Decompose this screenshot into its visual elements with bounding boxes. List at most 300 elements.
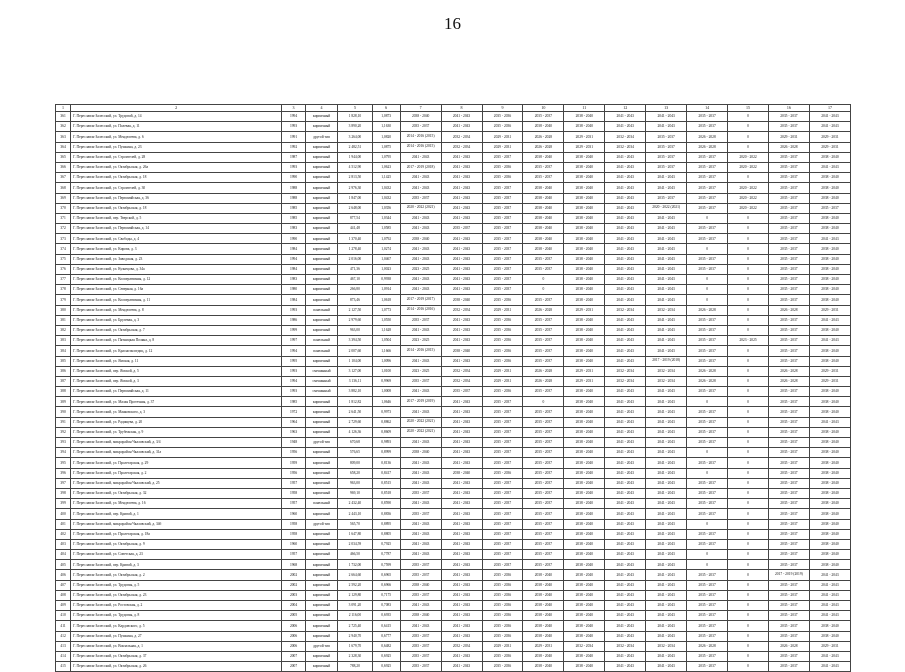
table-cell: 2035 - 2037 [687,438,728,448]
column-header: 6 [372,105,400,112]
table-cell: 2035 - 2037 [768,560,809,570]
table-cell: 2032 - 2034 [441,305,482,315]
table-cell: 2038 - 2040 [441,346,482,356]
table-cell: 410 [56,611,71,621]
table-cell: 2041 - 2043 [646,539,687,549]
table-cell: 2041 - 2043 [605,112,646,122]
table-cell: 378 [56,285,71,295]
table-row [56,173,851,183]
table-cell: 2041 - 2043 [605,550,646,560]
table-cell: 2 979,60 [338,315,372,325]
table-cell: 1,0773 [372,305,400,315]
table-cell: 2038 - 2040 [523,662,564,672]
table-cell: 1990 [282,234,306,244]
table-cell: кирпичный [305,183,337,193]
table-cell: 2026 - 2028 [523,366,564,376]
table-cell: 2041 - 2043 [441,122,482,132]
table-cell: 373 [56,234,71,244]
table-cell: 2041 - 2043 [646,346,687,356]
table-cell: кирпичный [305,193,337,203]
table-cell: 2038 - 2040 [523,122,564,132]
table-cell: 2041 - 2043 [605,499,646,509]
table-cell: 2035 - 2037 [768,275,809,285]
table-row [56,132,851,142]
table-cell: кирпичный [305,142,337,152]
table-cell: 0,9973 [372,407,400,417]
table-cell: 2038 - 2040 [564,203,605,213]
table-row [56,183,851,193]
table-cell: 0 [728,346,769,356]
table-cell: 2035 - 2037 [482,285,523,295]
column-header: 9 [482,105,523,112]
address-cell: Г. Переславль-Залесский, ул. Пролетарская, д. 18а [71,529,282,539]
table-cell: 2038 - 2040 [564,438,605,448]
table-cell: 2035 - 2037 [482,397,523,407]
table-row [56,142,851,152]
table-cell: 2038 - 2040 [564,651,605,661]
table-cell: 2035 - 2037 [523,488,564,498]
table-cell: 0,6925 [372,662,400,672]
table-cell: 0,8518 [372,488,400,498]
table-cell: 2038 - 2040 [523,244,564,254]
table-cell: 2026 - 2028 [768,366,809,376]
table-cell: 2035 - 2037 [768,224,809,234]
table-cell: 383 [56,336,71,346]
table-cell: 2035 - 2037 [768,499,809,509]
table-cell: кирпичный [305,244,337,254]
address-cell: Г. Переславль-Залесский, ул. Трубежская, д. 9 [71,427,282,437]
table-cell: 2041 - 2043 [646,336,687,346]
table-cell: 2038 - 2040 [564,580,605,590]
column-header: 1 [56,105,71,112]
table-cell: кирпичный [305,458,337,468]
table-cell: 2041 - 2043 [605,448,646,458]
table-cell: 2038 - 2040 [809,478,850,488]
table-cell: 2026 - 2028 [523,132,564,142]
table-cell: 2041 - 2043 [646,570,687,580]
table-cell: 1990 [282,173,306,183]
table-cell: 2041 - 2043 [605,601,646,611]
table-cell: 2041 - 2043 [441,580,482,590]
table-cell: 809,00 [338,458,372,468]
table-cell: 2041 - 2043 [809,234,850,244]
table-cell: 2041 - 2043 [441,234,482,244]
table-cell: 2035 - 2036 [482,356,523,366]
table-cell: 2035 - 2037 [523,264,564,274]
table-cell: 2041 - 2043 [646,468,687,478]
table-cell: 2038 - 2040 [564,387,605,397]
table-cell: 2035 - 2037 [768,193,809,203]
table-row [56,336,851,346]
table-cell: 2041 - 2043 [646,325,687,335]
table-cell: 2038 - 2040 [564,417,605,427]
table-cell: 2007 [282,651,306,661]
table-cell: 1,0356 [372,203,400,213]
table-cell: 2038 - 2040 [809,550,850,560]
schedule-table-container [55,104,851,672]
table-row [56,254,851,264]
table-cell: 2029 - 2031 [482,376,523,386]
table-row [56,641,851,651]
table-cell: 2035 - 2037 [768,631,809,641]
table-cell: кирпичный [305,550,337,560]
table-cell: 0 [728,651,769,661]
column-header: 8 [441,105,482,112]
table-cell: 0 [728,142,769,152]
table-cell: 2 592,20 [338,580,372,590]
table-cell: 2041 - 2043 [441,570,482,580]
table-cell: 1963 [282,427,306,437]
table-cell: кирпичный [305,580,337,590]
column-header: 17 [809,105,850,112]
address-cell: Г. Переславль-Залесский, пер. Кривой, д. 3 [71,560,282,570]
table-cell: 2041 - 2043 [646,519,687,529]
table-cell: 2035 - 2037 [400,590,441,600]
table-cell: 2038 - 2040 [809,295,850,305]
table-cell: 2035 - 2037 [687,509,728,519]
table-cell: 2041 - 2043 [441,539,482,549]
table-cell: 877,54 [338,213,372,223]
table-cell: 2 664,60 [338,570,372,580]
address-cell: Г. Переславль-Залесский, ул. Октябрьская, д. 7 [71,325,282,335]
table-cell: 0 [728,275,769,285]
table-cell: 2035 - 2037 [768,550,809,560]
table-cell: 2041 - 2043 [809,417,850,427]
table-row [56,305,851,315]
table-cell: 1984 [282,264,306,274]
table-cell: 2038 - 2040 [400,580,441,590]
table-cell: 2038 - 2040 [564,448,605,458]
table-cell: 2041 - 2043 [441,193,482,203]
table-cell: 0 [728,519,769,529]
table-cell: 1,0585 [372,224,400,234]
table-cell: 2023 - 2025 [728,336,769,346]
table-cell: 873,46 [338,295,372,305]
table-cell: 2035 - 2037 [482,509,523,519]
table-cell: 2038 - 2040 [564,407,605,417]
table-cell: 2041 - 2043 [441,264,482,274]
table-cell: кирпичный [305,488,337,498]
table-cell: 1,0008 [372,387,400,397]
table-cell: 2038 - 2040 [523,631,564,641]
table-row [56,397,851,407]
table-cell: кирпичный [305,478,337,488]
table-cell: 0 [728,448,769,458]
table-cell: 0 [728,570,769,580]
table-cell: 2017 - 2019 (2017) [400,295,441,305]
table-cell: 2041 - 2043 [441,336,482,346]
table-cell: 0 [728,132,769,142]
table-cell: 371 [56,213,71,223]
table-cell: 2041 - 2043 [605,234,646,244]
table-cell: 2035 - 2037 [768,601,809,611]
table-cell: 2035 - 2037 [687,162,728,172]
table-cell: 2035 - 2037 [687,621,728,631]
table-cell: 2038 - 2040 [564,224,605,234]
table-cell: 1957 [282,478,306,488]
table-row [56,580,851,590]
table-cell: 2029 - 2031 [809,641,850,651]
table-cell: 2035 - 2037 [400,651,441,661]
address-cell: Г. Переславль-Залесский, пер. Тверской, д. 5 [71,213,282,223]
table-cell: 2038 - 2040 [809,438,850,448]
table-cell: 2041 - 2043 [441,407,482,417]
table-row [56,550,851,560]
table-cell: 2041 - 2043 [809,162,850,172]
address-cell: Г. Переславль-Залесский, ул. Ямская, д. 11 [71,356,282,366]
table-cell: 2026 - 2028 [687,142,728,152]
address-cell: Г. Переславль-Залесский, ул. Трудовая, д. 5 [71,580,282,590]
address-cell: Г. Переславль-Залесский, пер. Ямской, д. 5 [71,366,282,376]
table-cell: 2035 - 2036 [482,570,523,580]
table-cell: 565,70 [338,519,372,529]
table-cell: 2035 - 2037 [482,417,523,427]
table-cell: 2038 - 2040 [564,458,605,468]
table-cell: 390 [56,407,71,417]
table-cell: 0,7787 [372,550,400,560]
address-cell: Г. Переславль-Залесский, ул. Октябрьская, д. 37 [71,651,282,661]
table-cell: 1,0432 [372,193,400,203]
table-cell: 2041 - 2043 [646,590,687,600]
table-cell: 4 126,36 [338,427,372,437]
table-cell: 1,0550 [372,315,400,325]
table-cell: 2041 - 2043 [646,499,687,509]
table-cell: 3 127,00 [338,366,372,376]
table-row [56,560,851,570]
table-cell: 2035 - 2037 [482,254,523,264]
table-cell: 2035 - 2037 [523,519,564,529]
table-cell: 2041 - 2043 [646,275,687,285]
table-cell: 1,1425 [372,173,400,183]
table-cell: 969,10 [338,488,372,498]
table-cell: 0 [728,305,769,315]
table-cell: кирпичный [305,509,337,519]
table-cell: 2041 - 2043 [441,611,482,621]
table-cell: 2038 - 2040 [441,295,482,305]
table-cell: 1980 [282,285,306,295]
table-cell: 2035 - 2037 [400,122,441,132]
table-cell: 1 104,00 [338,356,372,366]
column-header: 15 [728,105,769,112]
table-cell: 2041 - 2043 [605,611,646,621]
table-cell: 2038 - 2040 [523,601,564,611]
table-cell: 2035 - 2037 [768,662,809,672]
table-cell: 2041 - 2043 [646,315,687,325]
address-cell: Г. Переславль-Залесский, микрорайон Чкаловский, д. 3/4 [71,438,282,448]
table-cell: 1993 [282,387,306,397]
table-cell: 2035 - 2036 [482,122,523,132]
table-cell: 2035 - 2037 [687,417,728,427]
table-cell: 1993 [282,305,306,315]
table-row [56,366,851,376]
table-cell: 2035 - 2037 [523,254,564,264]
table-cell: 2006 [282,621,306,631]
table-cell: 1,0100 [372,366,400,376]
table-cell: 2041 - 2043 [441,590,482,600]
table-cell: 363 [56,132,71,142]
table-cell: 409 [56,601,71,611]
table-cell: 2035 - 2037 [768,427,809,437]
table-cell: 2038 - 2040 [523,621,564,631]
table-cell: 413 [56,641,71,651]
table-row [56,488,851,498]
table-cell: 1997 [282,336,306,346]
table-cell: 3 264,00 [338,132,372,142]
table-cell: 2041 - 2043 [400,478,441,488]
table-cell: 2035 - 2037 [687,651,728,661]
table-cell: 362 [56,122,71,132]
table-cell: кирпичный [305,427,337,437]
table-cell: 0 [687,468,728,478]
table-cell: кирпичный [305,631,337,641]
table-cell: 2035 - 2037 [768,295,809,305]
table-cell: 2038 - 2040 [564,234,605,244]
table-cell: другой тип [305,519,337,529]
table-cell: 2038 - 2040 [809,325,850,335]
table-cell: 2041 - 2043 [646,662,687,672]
table-cell: смешанный [305,366,337,376]
table-cell: 2020 - 2022 [728,152,769,162]
table-cell: 0,6925 [372,651,400,661]
table-cell: 2041 - 2043 [441,621,482,631]
table-cell: 1983 [282,275,306,285]
table-cell: 3 394,50 [338,336,372,346]
table-cell: 1957 [282,499,306,509]
table-cell: 2017 - 2019 (2019) [400,397,441,407]
table-cell: 2041 - 2043 [646,550,687,560]
address-cell: Г. Переславль-Залесский, ул. Кооперативная, д. 11 [71,295,282,305]
table-cell: 2041 - 2043 [646,407,687,417]
table-cell: 388 [56,387,71,397]
table-cell: кирпичный [305,224,337,234]
table-cell: 1984 [282,295,306,305]
table-cell: 0,8136 [372,458,400,468]
table-cell: 2038 - 2040 [809,387,850,397]
table-cell: 380 [56,305,71,315]
table-cell: 2035 - 2036 [482,315,523,325]
address-cell: Г. Переславль-Залесский, ул. Строителей, д. 28 [71,152,282,162]
table-cell: 364 [56,142,71,152]
address-cell: Г. Переславль-Залесский, ул. Брулевая, д. 3 [71,315,282,325]
table-cell: 1985 [282,203,306,213]
table-cell: 2041 - 2043 [441,285,482,295]
table-cell: 1988 [282,193,306,203]
table-cell: 2035 - 2037 [768,580,809,590]
table-cell: 2032 - 2034 [441,641,482,651]
table-cell: кирпичный [305,611,337,621]
table-cell: 2014 - 2016 (2015) [400,346,441,356]
table-cell: 2029 - 2031 [482,366,523,376]
table-cell: 1,1666 [372,346,400,356]
table-row [56,295,851,305]
table-cell: 395 [56,458,71,468]
table-cell: 2041 - 2043 [441,325,482,335]
table-cell: 2035 - 2037 [482,458,523,468]
table-cell: 2038 - 2040 [564,529,605,539]
table-cell: 2 443,10 [338,509,372,519]
table-cell: 2041 - 2043 [646,244,687,254]
table-cell: 2035 - 2037 [768,611,809,621]
table-cell: 2035 - 2037 [400,570,441,580]
table-cell: 2038 - 2040 [523,203,564,213]
table-cell: 2038 - 2040 [809,213,850,223]
table-cell: 2041 - 2043 [400,173,441,183]
address-cell: Г. Переславль-Залесский, ул. Малая Протечная, д. 37 [71,397,282,407]
table-cell: 0 [728,112,769,122]
table-row [56,112,851,122]
table-cell: 2038 - 2040 [809,499,850,509]
table-cell: 2029 - 2031 [809,366,850,376]
table-cell: 2035 - 2037 [646,132,687,142]
table-cell: 1,0274 [372,244,400,254]
table-cell: кирпичный [305,407,337,417]
table-cell: 2035 - 2037 [482,488,523,498]
table-cell: 2017 - 2019 (2019) [768,570,809,580]
table-cell: 370 [56,203,71,213]
table-cell: 2038 - 2040 [809,275,850,285]
table-cell: 2038 - 2040 [809,468,850,478]
table-cell: 2035 - 2037 [523,295,564,305]
table-cell: 2041 - 2043 [809,601,850,611]
table-cell: 2035 - 2037 [523,417,564,427]
table-cell: 2041 - 2043 [646,631,687,641]
table-cell: 2023 - 2025 [400,366,441,376]
table-cell: 2041 - 2043 [400,539,441,549]
table-cell: 1964 [282,417,306,427]
table-cell: 2038 - 2040 [809,621,850,631]
table-cell: 0 [523,397,564,407]
table-cell: 2038 - 2040 [564,315,605,325]
table-cell: кирпичный [305,173,337,183]
table-row [56,448,851,458]
table-cell: 2041 - 2043 [605,275,646,285]
table-cell: 0 [728,580,769,590]
table-cell: 2038 - 2040 [564,325,605,335]
table-cell: 1,0467 [372,254,400,264]
table-cell: 2035 - 2037 [768,173,809,183]
table-cell: 2038 - 2040 [809,264,850,274]
table-cell: 2035 - 2037 [482,499,523,509]
table-cell: 2035 - 2036 [482,295,523,305]
table-cell: 0,6777 [372,631,400,641]
table-cell: 2041 - 2043 [646,488,687,498]
table-cell: 2035 - 2037 [523,509,564,519]
table-cell: 0 [728,366,769,376]
table-cell: 2041 - 2043 [400,356,441,366]
table-row [56,601,851,611]
table-cell: 2041 - 2043 [809,662,850,672]
table-cell: 2041 - 2043 [400,387,441,397]
table-cell: 0 [728,611,769,621]
table-cell: 2041 - 2043 [400,244,441,254]
table-row [56,407,851,417]
table-cell: панельный [305,346,337,356]
table-cell: 2041 - 2043 [400,254,441,264]
table-cell: 2041 - 2043 [400,621,441,631]
table-cell: кирпичный [305,448,337,458]
table-cell: 1,0344 [372,213,400,223]
table-cell: 2041 - 2043 [441,417,482,427]
table-cell: 2038 - 2040 [564,662,605,672]
table-cell: 2035 - 2037 [687,173,728,183]
table-cell: 1,0646 [372,397,400,407]
table-cell: 0 [728,213,769,223]
table-cell: 2032 - 2034 [605,366,646,376]
table-cell: 1991 [282,132,306,142]
address-cell: Г. Переславль-Залесский, ул. Северная, д. 16а [71,285,282,295]
table-cell: 2038 - 2040 [564,427,605,437]
table-cell: 2035 - 2037 [523,387,564,397]
